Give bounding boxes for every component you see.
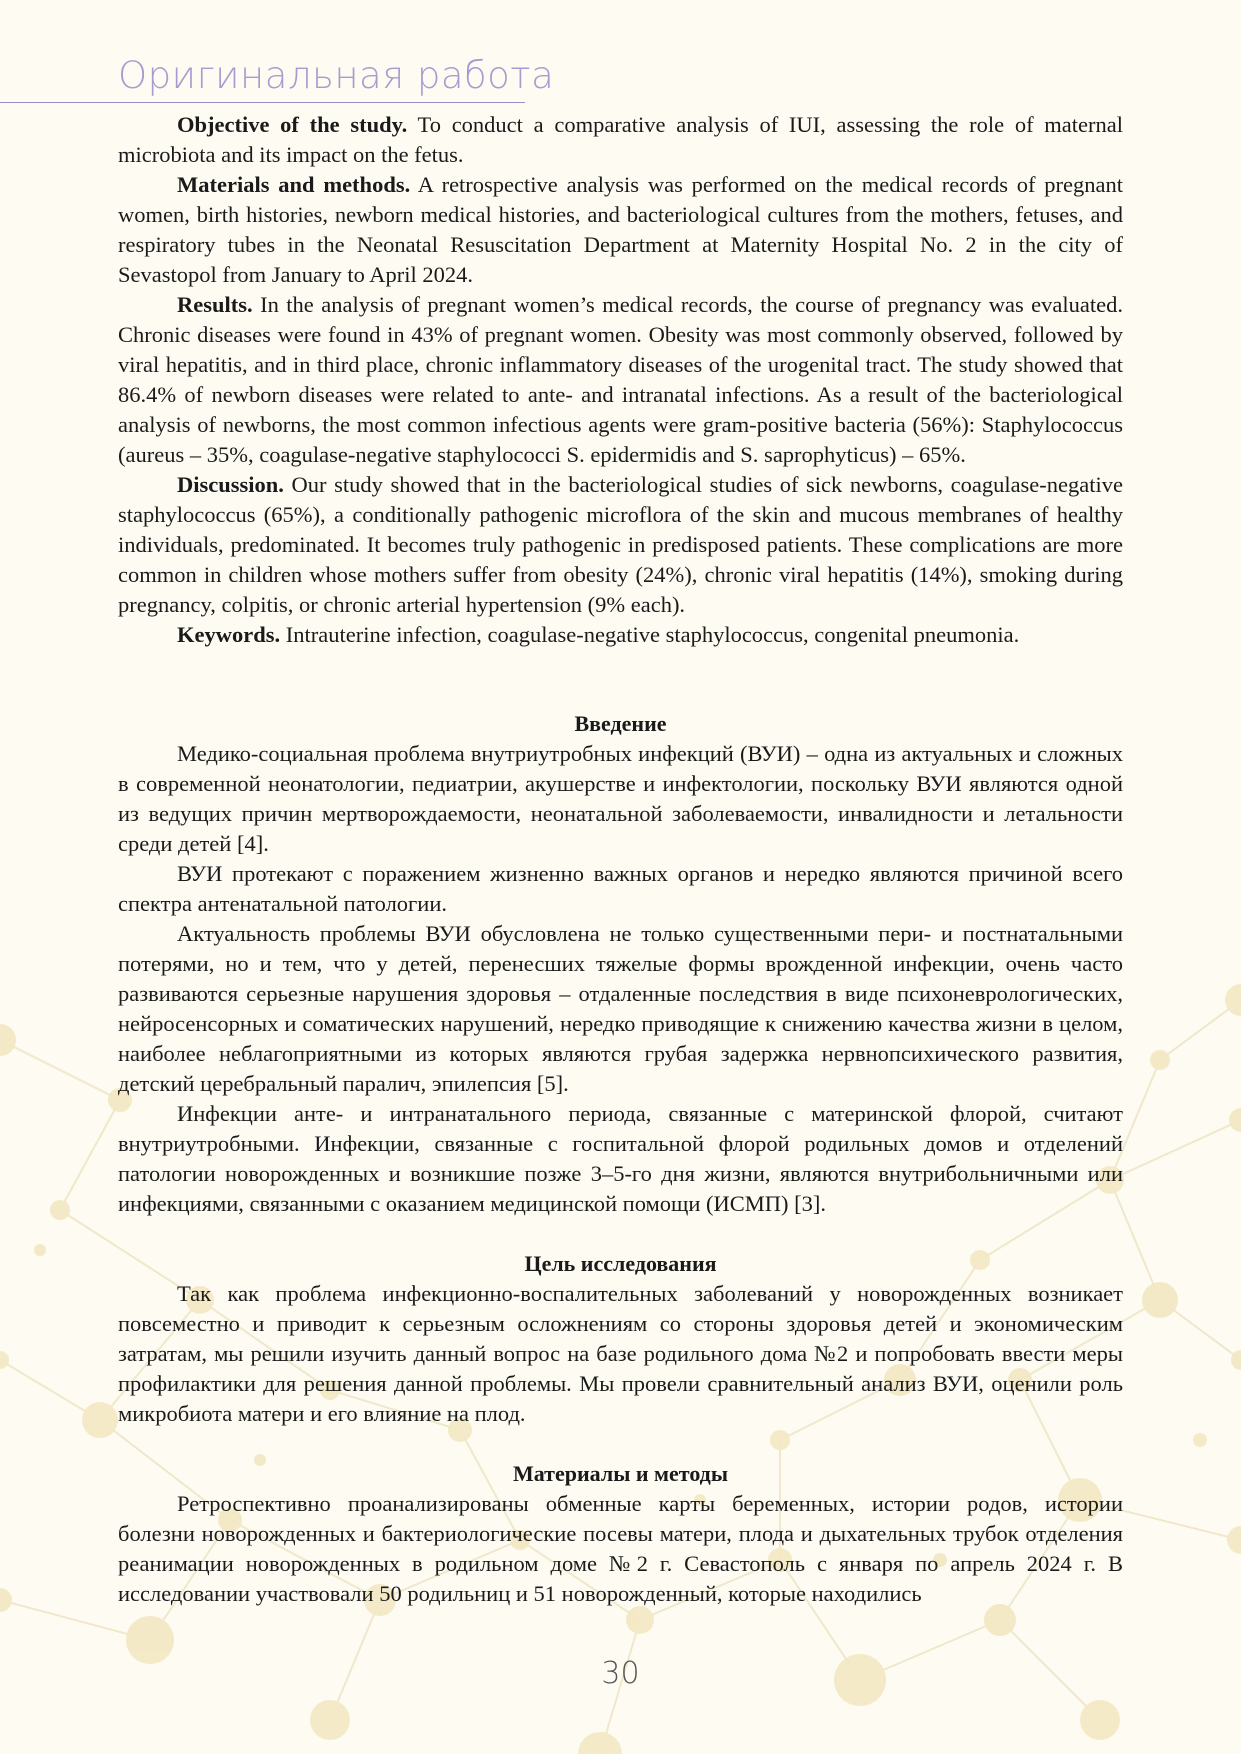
paragraph: Актуальность проблемы ВУИ обусловлена не только существенными пери- и постнатальными потерями, но и тем, что у детей, перенесших тяжелые формы врожденной инфекции, очень часто развиваются серьезные нарушения здоровья – отдаленные последствия в виде психоневрологических, нейросенсорных и соматических нарушений, нередко приводящие к снижению качества жизни в целом, наиболее неблагоприятными из которых являются грубая задержка нервнопсихического развития, детский церебральный паралич, эпилепсия [5]. — [118, 921, 1123, 1096]
abstract-text: To conduct a comparative analysis of IUI, assessing the role of maternal microbiota and its impact on the fetus. — [118, 112, 1123, 167]
abstract-text: In the analysis of pregnant women’s medical records, the course of pregnancy was evaluated. Chronic diseases were found in 43% of pregnant women. Obesity was most commonly observed, followed by viral hepatitis, and in third place, chronic inflammatory diseases of the urogenital tract. The study showed that 86.4% of newborn diseases were related to ante- and intranatal infections. As a result of the bacteriological analysis of newborns, the most common infectious agents were gram-positive bacteria (56%): Staphylococcus (aureus – 35%, coagulase-negative staphylococci S. epidermidis and S. saprophyticus) – 65%. — [118, 292, 1123, 467]
abstract-text: Intrauterine infection, coagulase-negative staphylococcus, congenital pneumonia. — [280, 622, 1020, 647]
abstract-keywords — [118, 620, 1123, 650]
abstract-objective — [118, 110, 1123, 170]
abstract-label: Results. — [177, 292, 253, 317]
running-header — [0, 50, 555, 103]
article-body — [118, 110, 1123, 1609]
paragraph: Инфекции анте- и интранатального периода, связанные с материнской флорой, считают внутриутробными. Инфекции, связанные с госпитальной флорой родильных домов и отделений патологии новорожденных и возникшие позже 3–5-го дня жизни, являются внутрибольничными или инфекциями, связанными с оказанием медицинской помощи (ИСМП) [3]. — [118, 1101, 1123, 1216]
abstract-results — [118, 290, 1123, 470]
page-number: 30 — [601, 1656, 640, 1691]
abstract-text: A retrospective analysis was performed on the medical records of pregnant women, birth histories, newborn medical histories, and bacteriological cultures from the mothers, fetuses, and respiratory tubes in the Neonatal Resuscitation Department at Maternity Hospital No. 2 in the city of Sevastopol from January to April 2024. — [118, 172, 1123, 287]
section-introduction — [118, 709, 1123, 1219]
abstract-label: Materials and methods. — [177, 172, 411, 197]
section-heading: Материалы и методы — [512, 1461, 728, 1486]
abstract-label: Discussion. — [177, 472, 284, 497]
section-heading: Цель исследования — [524, 1251, 717, 1276]
paragraph: Так как проблема инфекционно-воспалительных заболеваний у новорожденных возникает повсеместно и приводит к серьезным осложнениям со стороны здоровья детей и экономическим затратам, мы решили изучить данный вопрос на базе родильного дома №2 и попробовать ввести меры профилактики для решения данной проблемы. Мы провели сравнительный анализ ВУИ, оценили роль микробиота матери и его влияние на плод. — [118, 1281, 1123, 1426]
section-title: Оригинальная работа — [118, 54, 555, 97]
abstract-text: Our study showed that in the bacteriological studies of sick newborns, coagulase-negative staphylococcus (65%), a conditionally pathogenic microflora of the skin and mucous membranes of healthy individuals, predominated. It becomes truly pathogenic in predisposed patients. These complications are more common in children whose mothers suffer from obesity (24%), chronic viral hepatitis (14%), smoking during pregnancy, colpitis, or chronic arterial hypertension (9% each). — [118, 472, 1123, 617]
paragraph: Ретроспективно проанализированы обменные карты беременных, истории родов, истории болезни новорожденных и бактериологические посевы матери, плода и дыхательных трубок отделения реанимации новорожденных в родильном доме №2 г. Севастополь с января по апрель 2024 г. В исследовании участвовали 50 родильниц и 51 новорожденный, которые находились — [118, 1491, 1123, 1606]
abstract-methods — [118, 170, 1123, 290]
section-aim — [118, 1249, 1123, 1429]
section-heading: Введение — [574, 711, 667, 736]
paragraph: ВУИ протекают с поражением жизненно важных органов и нередко являются причиной всего спектра антенатальной патологии. — [118, 861, 1123, 916]
paragraph: Медико-социальная проблема внутриутробных инфекций (ВУИ) – одна из актуальных и сложных в современной неонатологии, педиатрии, акушерстве и инфектологии, поскольку ВУИ являются одной из ведущих причин мертворождаемости, неонатальной заболеваемости, инвалидности и летальности среди детей [4]. — [118, 741, 1123, 856]
abstract-label: Keywords. — [177, 622, 281, 647]
abstract-discussion — [118, 470, 1123, 620]
abstract-label: Objective of the study. — [177, 112, 408, 137]
abstract — [118, 110, 1123, 650]
section-materials-methods — [118, 1459, 1123, 1609]
